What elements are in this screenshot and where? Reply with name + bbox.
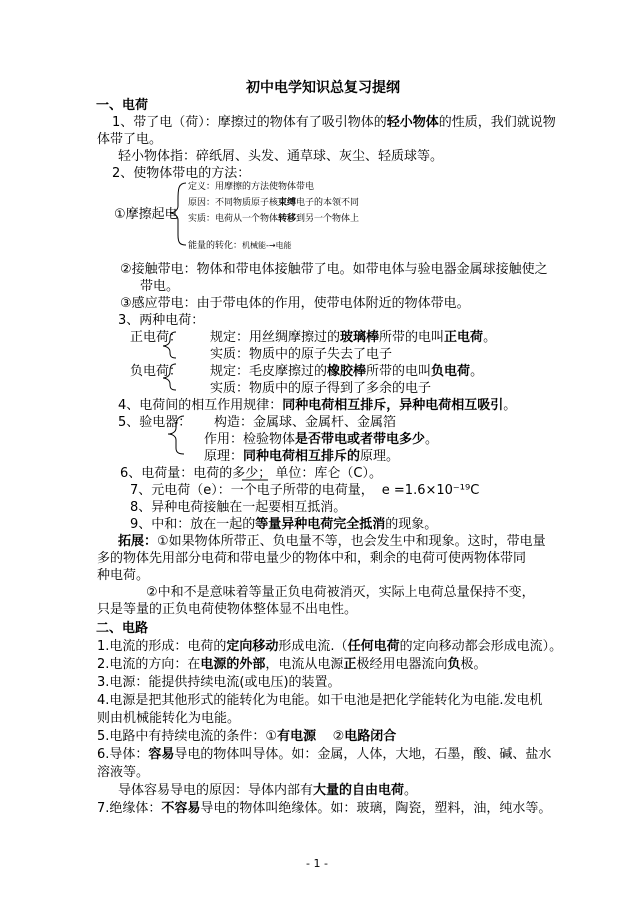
text: 所带的电叫	[379, 330, 445, 345]
extension-b: 多的物体先用部分电荷和带电量少的物体中和，剩余的电荷可使两物体带同	[97, 551, 527, 566]
formula: e =1.6×10⁻¹⁹C	[381, 483, 480, 498]
bold-text: 玻璃棒	[340, 330, 380, 345]
bold-text: 大量的自由电荷	[313, 783, 405, 798]
text: 6.导体：	[97, 747, 149, 762]
para-2: 2、使物体带电的方法：	[112, 166, 251, 181]
bold-text: 是否带电或者带电多少	[295, 432, 426, 447]
extension-d: ②中和不是意味着等量正负电荷被消灭，实际上电荷总量保持不变，	[146, 585, 535, 600]
text: 9、中和：放在一起的	[130, 517, 256, 532]
circuit-3: 3.电源：能提供持续电流(或电压)的装置。	[97, 675, 341, 690]
text: ①如果物体所带正、负电量不等，也会发生中和现象。这时，带电量	[157, 534, 546, 549]
negative-charge-rule	[210, 364, 483, 380]
para-4	[118, 398, 516, 414]
text: 所带的电叫	[366, 364, 432, 379]
text: ，电流从电源	[265, 657, 344, 672]
bold-text: 有电源	[277, 729, 317, 744]
text: 7.绝缘体：	[97, 801, 162, 816]
bold-text: 容易	[148, 747, 175, 762]
bold-text: 任何电荷	[347, 639, 400, 654]
text: 的定向移动都会形成电流）。	[399, 639, 563, 654]
text: 原因：不同物质原子核	[188, 198, 279, 208]
para-3: 3、两种电荷：	[118, 313, 205, 328]
text: 规定：毛皮摩擦过的	[210, 364, 328, 379]
text: 1、带了电（荷）：摩擦过的物体有了吸引物体的	[112, 115, 387, 130]
induction-charging: ③感应带电：由于带电体的作用，使带电体附近的物体带电。	[120, 296, 470, 311]
para-5: 5、验电器：	[118, 415, 192, 430]
text: 5.电路中有持续电流的条件：①	[97, 729, 278, 744]
text: 电子的本领不同	[296, 198, 360, 208]
friction-reason	[188, 197, 359, 209]
text: 。	[483, 330, 497, 345]
section-heading-charge: 一、电荷	[96, 98, 149, 113]
extension-c: 种电荷。	[97, 568, 150, 583]
para-7	[130, 483, 479, 499]
text: 。	[503, 398, 517, 413]
text: 到另一个物体上	[296, 214, 360, 224]
text: 形成电流.（	[278, 639, 348, 654]
text: 4、电荷间的相互作用规律：	[118, 398, 283, 413]
circuit-4a: 4.电源是把其他形式的能转化为电能。如干电池是把化学能转化为电能.发电机	[97, 693, 543, 708]
text: 极经用电器流向	[356, 657, 448, 672]
positive-charge-rule	[210, 330, 496, 346]
circuit-6a	[97, 747, 551, 763]
negative-charge-label: 负电荷：	[130, 364, 183, 379]
text: 作用：检验物体	[204, 432, 296, 447]
friction-label: ①摩擦起电	[114, 207, 178, 222]
para-6: 6、电荷量：电荷的多少； 单位：库仑（C）。	[120, 466, 382, 481]
circuit-6c	[118, 783, 417, 799]
circuit-5	[97, 729, 396, 745]
extension-e: 只是等量的正负电荷使物体整体显不出电性。	[97, 602, 358, 617]
bold-text: 不容易	[161, 801, 201, 816]
text: 1.电流的形成：电荷的	[97, 639, 227, 654]
circuit-1	[97, 639, 562, 655]
text: ②	[316, 729, 345, 744]
text: 原理。	[360, 449, 400, 464]
bold-text: 负电荷	[431, 364, 471, 379]
bold-text: 正	[343, 657, 357, 672]
bold-text: 同种电荷相互排斥的	[243, 449, 361, 464]
para-9	[130, 517, 437, 533]
friction-essence	[188, 213, 359, 225]
page-title: 初中电学知识总复习提纲	[246, 80, 400, 96]
para-8: 8、异种电荷接触在一起要相互抵消。	[130, 500, 347, 515]
text: 极。	[460, 657, 487, 672]
text: 。	[404, 783, 418, 798]
text: 7、元电荷（e）：一个电子所带的电荷量，	[130, 483, 374, 498]
text: 的性质，我们就说物	[438, 115, 556, 130]
text: 导电的物体叫绝缘体。如：玻璃，陶瓷，塑料，油，纯水等。	[200, 801, 552, 816]
page-number: - 1 -	[306, 857, 328, 870]
contact-charging-b: 带电。	[140, 279, 180, 294]
text: 能量的转化：	[188, 241, 243, 251]
circuit-2	[97, 657, 487, 673]
friction-definition: 定义：用摩擦的方法使物体带电	[188, 182, 315, 192]
text: 原理：	[204, 449, 244, 464]
bold-text: 转移	[278, 214, 297, 224]
text: 2.电流的方向：在	[97, 657, 201, 672]
bold-text: 橡胶棒	[327, 364, 367, 379]
text: 。	[470, 364, 484, 379]
positive-charge-essence: 实质：物质中的原子失去了电子	[210, 347, 393, 362]
text: 。	[425, 432, 439, 447]
contact-charging-a: ②接触带电：物体和带电体接触带了电。如带电体与验电器金属球接触使之	[120, 262, 548, 277]
electroscope-structure: 构造：金属球、金属杆、金属箔	[214, 415, 397, 430]
bold-text: 束缚	[278, 198, 297, 208]
text: 实质：电荷从一个物体	[188, 214, 279, 224]
section-heading-circuit: 二、电路	[96, 621, 149, 636]
circuit-4b: 则由机械能转化为电能。	[97, 711, 241, 726]
para-1b: 体带了电。	[97, 132, 163, 147]
bold-text: 同种电荷相互排斥，异种电荷相互吸引	[282, 398, 504, 413]
extension-label: 拓展：	[118, 534, 158, 549]
extension-a	[118, 534, 546, 550]
circuit-7	[97, 801, 551, 817]
text: 机械能-→电能	[242, 241, 292, 250]
bold-text: 电源的外部	[200, 657, 266, 672]
text: 导体容易导电的原因：导体内部有	[118, 783, 314, 798]
bold-text: 定向移动	[226, 639, 279, 654]
positive-charge-label: 正电荷：	[130, 330, 183, 345]
negative-charge-essence: 实质：物质中的原子得到了多余的电子	[210, 381, 432, 396]
circuit-6b: 溶液等。	[97, 765, 150, 780]
text: 规定：用丝绸摩擦过的	[210, 330, 341, 345]
bold-text: 负	[447, 657, 461, 672]
electroscope-principle	[204, 449, 399, 465]
friction-energy	[188, 240, 292, 252]
bold-text: 等量异种电荷完全抵消	[255, 517, 386, 532]
electroscope-use	[204, 432, 438, 448]
bold-text: 电路闭合	[344, 729, 397, 744]
bold-text: 正电荷	[444, 330, 484, 345]
text: 的现象。	[385, 517, 438, 532]
bold-text: 轻小物体	[386, 115, 439, 130]
text: 导电的物体叫导体。如：金属，人体，大地，石墨，酸、碱、盐水	[174, 747, 552, 762]
para-1c: 轻小物体指：碎纸屑、头发、通草球、灰尘、轻质球等。	[118, 149, 444, 164]
